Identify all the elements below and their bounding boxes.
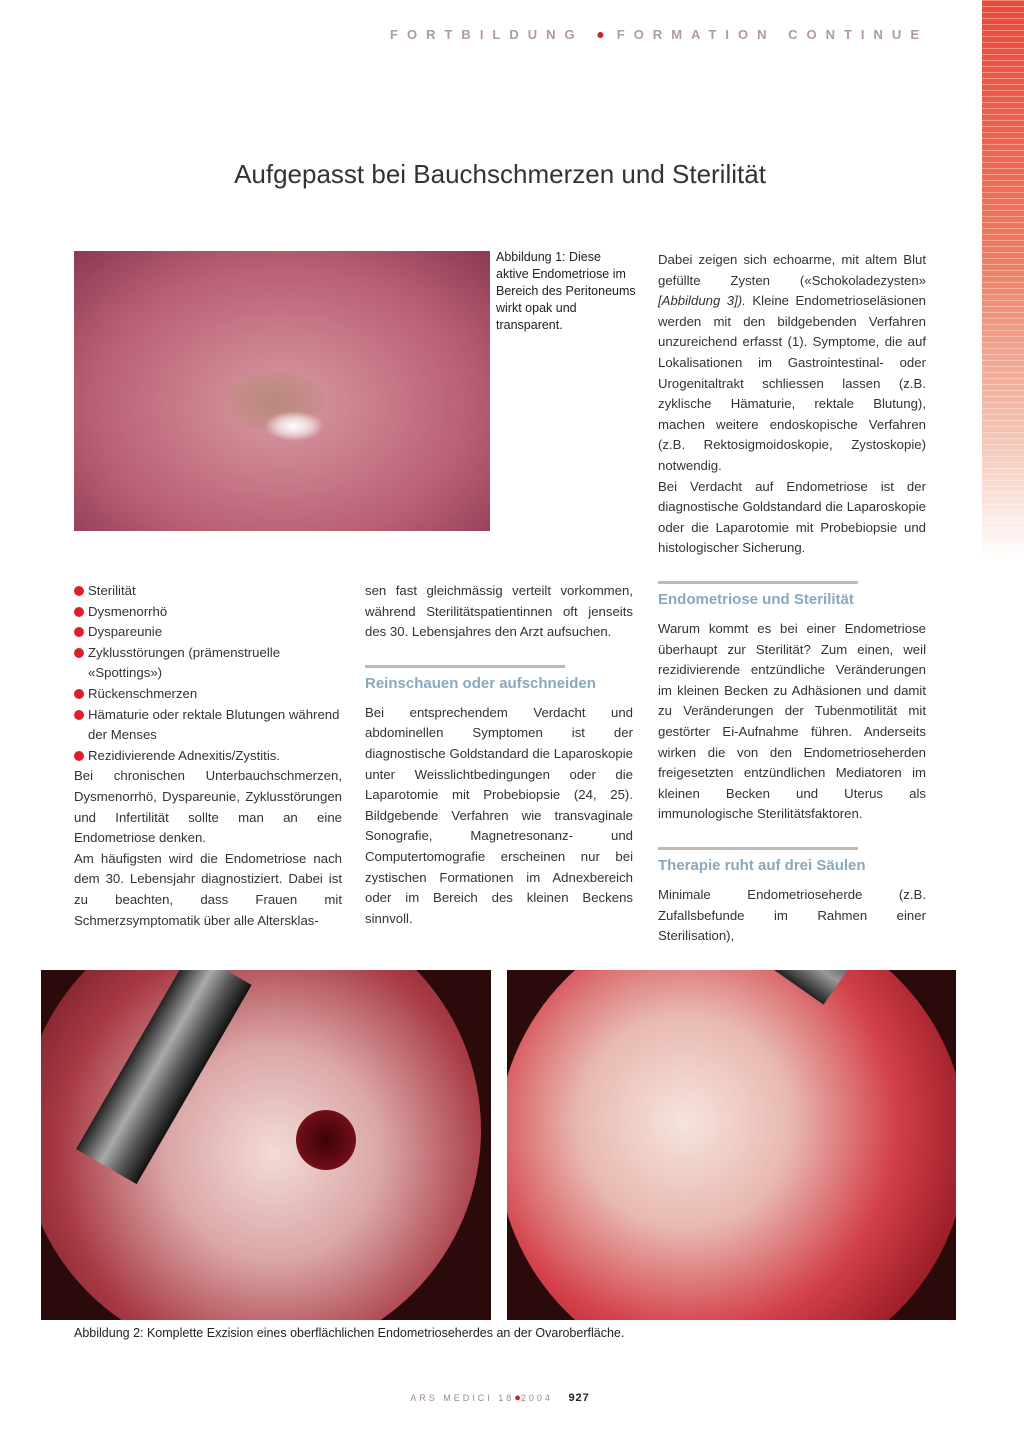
paragraph: Minimale Endometrioseherde (z.B. Zufallsbefunde im Rahmen einer Sterilisation), [658,886,926,944]
endoscopic-view [507,970,956,1320]
list-item: Dyspareunie [74,622,342,643]
symptom-list [74,581,342,766]
figure-1-photo [74,251,490,531]
figure-reference: [Abbildung 3]). [658,293,746,309]
list-item: Rezidivierende Adnexitis/Zystitis. [74,746,342,767]
article-title: Aufgepasst bei Bauchschmerzen und Sterilität [234,159,766,190]
column-3-top [658,250,926,559]
running-head-right: FORMATION CONTINUE [616,27,928,42]
paragraph: Bei entsprechendem Verdacht und abdominellen Symptomen ist der diagnostische Goldstandard die Laparoskopie unter Weisslichtbedingungen oder die Laparotomie mit Probebiopsie (24, 25). Bildgebende Verfahren wie transvaginale Sonografie, Magnetresonanz- und Computertomografie erscheinen nur bei zystischen Formationen im Adnexbereich oder im Bereich des kleinen Beckens sinnvoll. [365,704,633,926]
list-item: Zyklusstörungen (prämenstruelle «Spottings») [74,643,342,684]
section-heading-block [658,847,926,875]
paragraph: sen fast gleichmässig verteilt vorkommen, während Sterilitätspatientinnen oft jenseits des 30. Lebensjahres den Arzt aufsuchen. [365,583,633,640]
running-head [390,26,928,42]
section-heading-block [365,665,633,693]
decorative-side-strip [982,0,1024,560]
list-item: Sterilität [74,581,342,602]
text-run: Dabei zeigen sich echoarme, mit altem Blut gefüllte Zysten («Schokoladezysten» [658,252,926,288]
page-footer [0,1392,1000,1404]
section-heading: Therapie ruht auf drei Säulen [658,856,866,874]
figure-2-photo-left [41,970,491,1320]
figure-1-caption: Abbildung 1: Diese aktive Endometriose im Bereich des Peritoneums wirkt opak und transparent. [496,250,636,332]
journal-name: ARS MEDICI 18 [410,1393,515,1403]
list-item: Hämaturie oder rektale Blutungen während der Menses [74,705,342,746]
paragraph: Warum kommt es bei einer Endometriose überhaupt zur Sterilität? Zum einen, weil rezidivierende entzündliche Veränderungen im kleinen Becken zu Adhäsionen und damit zu Veränderungen der Tubenmotilität mit gestörter Ei-Aufnahme führen. Anderseits wirken die von den Endometrioseherden freigesetzten entzündlichen Mediatoren im kleinen Becken und Uterus als immunologische Sterilitätsfaktoren. [658,621,926,822]
page-number: 927 [568,1392,590,1404]
figure-2-photo-right [507,970,956,1320]
column-1 [74,581,342,931]
running-head-left: FORTBILDUNG [390,27,584,42]
paragraph: Bei chronischen Unterbauchschmerzen, Dysmenorrhö, Dyspareunie, Zyklusstörungen und Infertilität sollte man an eine Endometriose denken. [74,768,342,846]
text-run: Kleine Endometrioseläsionen werden mit den bildgebenden Verfahren unzureichend erfasst (1). Symptome, die auf Lokalisationen im Gastrointestinal- oder Urogenitaltrakt schliessen lassen (z.B. zyklische Hämaturie, rektale Blutung), machen weitere endoskopische Verfahren (z.B. Rektosigmoidoskopie, Zystoskopie) notwendig. [658,293,926,473]
column-3-bottom [658,581,926,947]
divider [658,847,858,850]
section-heading: Endometriose und Sterilität [658,591,854,608]
column-2 [365,581,633,929]
divider [365,665,565,668]
bullet-dot-icon: ● [596,26,605,42]
paragraph [658,250,926,477]
figure-2-caption: Abbildung 2: Komplette Exzision eines oberflächlichen Endometrioseherdes an der Ovaroberfläche. [74,1326,625,1340]
list-item: Dysmenorrhö [74,602,342,623]
section-heading-block [658,581,926,609]
bullet-dot-icon: ● [514,1392,521,1404]
journal-year: 2004 [520,1393,553,1403]
divider [658,581,858,584]
light-reflection [264,411,324,441]
list-item: Rückenschmerzen [74,684,342,705]
section-heading: Reinschauen oder aufschneiden [365,674,596,692]
paragraph: Bei Verdacht auf Endometriose ist der diagnostische Goldstandard die Laparoskopie oder die Laparotomie mit Probebiopsie und histologischer Sicherung. [658,478,926,556]
lesion-spot [296,1110,356,1170]
paragraph: Am häufigsten wird die Endometriose nach dem 30. Lebensjahr diagnostiziert. Dabei ist zu beachten, dass Frauen mit Schmerzsymptomatik über alle Altersklas- [74,850,342,928]
